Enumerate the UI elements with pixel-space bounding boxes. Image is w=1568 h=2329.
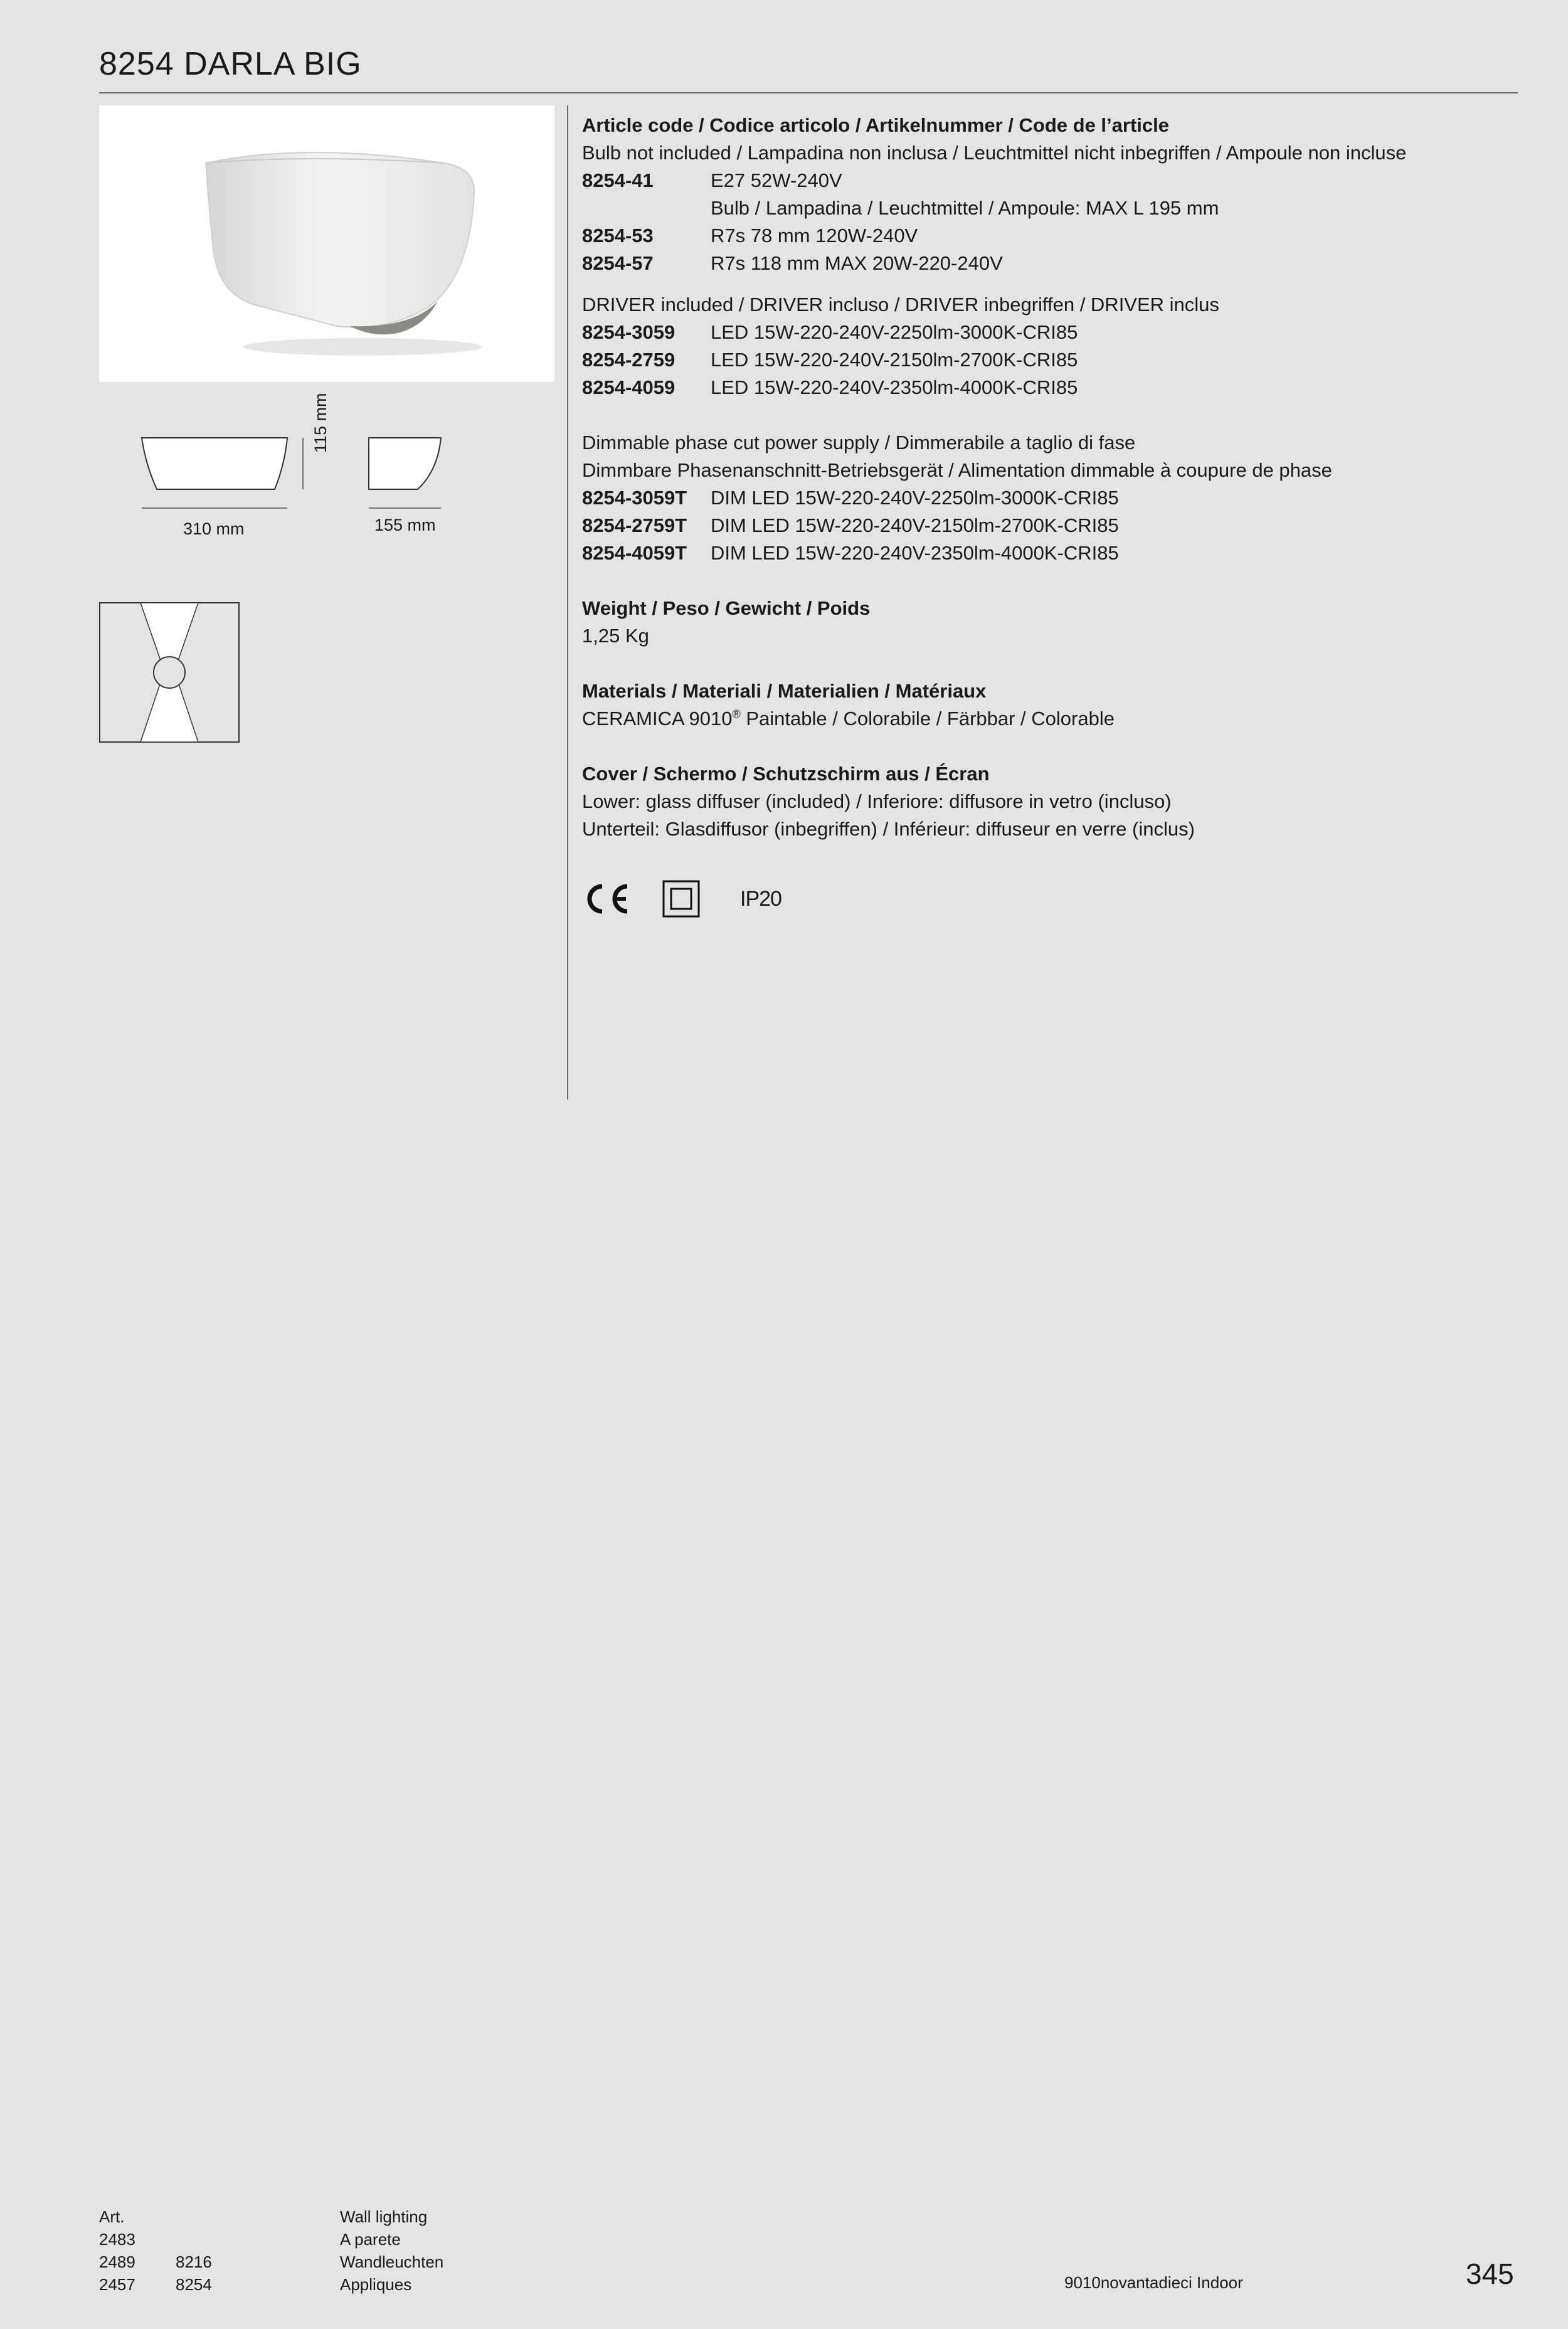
cover-heading: Cover / Schermo / Schutzschirm aus / Écran: [582, 763, 990, 785]
cover-line-2: Unterteil: Glasdiffusor (inbegriffen) / Inférieur: diffuseur en verre (inclus): [582, 818, 1195, 840]
article-desc: E27 52W-240V: [711, 169, 842, 191]
page-number: 345: [1466, 2257, 1514, 2290]
dimmable-line-2: Dimmbare Phasenanschnitt-Betriebsgerät / Alimentation dimmable à coupure de phase: [582, 459, 1332, 481]
driver-desc: LED 15W-220-240V-2250lm-3000K-CRI85: [711, 321, 1078, 343]
dimmable-row: [582, 539, 1510, 567]
footer-art-row: 2483: [99, 2230, 135, 2249]
footer-art-label: Art.: [99, 2207, 125, 2226]
dimmable-row: [582, 484, 1510, 512]
driver-row: [582, 346, 1510, 374]
dimmable-code: 8254-4059T: [582, 542, 687, 564]
materials-heading: Materials / Materiali / Materialien / Matériaux: [582, 680, 987, 702]
title-divider: [99, 92, 1518, 93]
height-dimension-label: 115 mm: [311, 393, 330, 453]
article-code: 8254-41: [582, 169, 654, 191]
article-row: [582, 194, 1510, 222]
product-photo: [99, 105, 554, 382]
class-ii-double-insulation-icon: [662, 880, 701, 918]
article-code: 8254-53: [582, 225, 654, 247]
article-code: 8254-57: [582, 252, 654, 274]
article-desc: Bulb / Lampadina / Leuchtmittel / Ampoule: MAX L 195 mm: [711, 197, 1219, 219]
article-desc: R7s 118 mm MAX 20W-220-240V: [711, 252, 1003, 274]
dimmable-line-1: Dimmable phase cut power supply / Dimmerabile a taglio di fase: [582, 432, 1136, 454]
driver-desc: LED 15W-220-240V-2150lm-2700K-CRI85: [711, 349, 1078, 371]
lamp-photo-illustration: [99, 105, 554, 382]
dimmable-code: 8254-2759T: [582, 514, 687, 536]
dimmable-desc: DIM LED 15W-220-240V-2350lm-4000K-CRI85: [711, 542, 1119, 564]
dimmable-desc: DIM LED 15W-220-240V-2150lm-2700K-CRI85: [711, 514, 1119, 536]
specifications: [582, 112, 1510, 843]
ip-rating: IP20: [740, 886, 781, 911]
article-row: [582, 250, 1510, 277]
article-row: [582, 167, 1510, 194]
article-desc: R7s 78 mm 120W-240V: [711, 225, 918, 247]
driver-code: 8254-2759: [582, 349, 675, 371]
driver-row: [582, 374, 1510, 401]
page-title: 8254 DARLA BIG: [99, 46, 362, 82]
brand-footer: 9010novantadieci Indoor: [1064, 2273, 1243, 2292]
bulb-note: Bulb not included / Lampadina non inclusa / Leuchtmittel nicht inbegriffen / Ampoule non incluse: [582, 142, 1407, 164]
footer-categories: [340, 2205, 443, 2296]
footer-category: Wall lighting: [340, 2207, 428, 2226]
dimmable-desc: DIM LED 15W-220-240V-2250lm-3000K-CRI85: [711, 487, 1119, 509]
footer-art-row: 2457 8254: [99, 2275, 212, 2294]
dimmable-row: [582, 512, 1510, 539]
footer-category: A parete: [340, 2230, 401, 2249]
width-dimension-label: 310 mm: [183, 519, 245, 538]
footer-category: Wandleuchten: [340, 2252, 444, 2271]
cover-line-1: Lower: glass diffuser (included) / Inferiore: diffusore in vetro (incluso): [582, 790, 1172, 812]
depth-dimension-label: 155 mm: [374, 516, 436, 534]
footer-category: Appliques: [340, 2275, 412, 2294]
driver-desc: LED 15W-220-240V-2350lm-4000K-CRI85: [711, 376, 1078, 398]
materials-value: CERAMICA 9010® Paintable / Colorabile / Färbbar / Colorable: [582, 708, 1115, 729]
dimmable-code: 8254-3059T: [582, 487, 687, 509]
ce-mark-icon: [582, 880, 631, 918]
column-divider: [567, 105, 568, 1100]
article-heading: Article code / Codice articolo / Artikelnummer / Code de l’article: [582, 114, 1169, 136]
footer-art-row: 2489 8216: [99, 2252, 212, 2271]
driver-row: [582, 319, 1510, 346]
article-code: [582, 194, 711, 222]
weight-value: 1,25 Kg: [582, 625, 649, 647]
certification-symbols: [582, 880, 781, 918]
driver-code: 8254-4059: [582, 376, 675, 398]
light-emission-diagram: [99, 602, 240, 743]
article-row: [582, 222, 1510, 250]
driver-heading: DRIVER included / DRIVER incluso / DRIVER inbegriffen / DRIVER inclus: [582, 294, 1219, 316]
driver-code: 8254-3059: [582, 321, 675, 343]
weight-heading: Weight / Peso / Gewicht / Poids: [582, 597, 871, 619]
footer-articles: [99, 2205, 212, 2296]
